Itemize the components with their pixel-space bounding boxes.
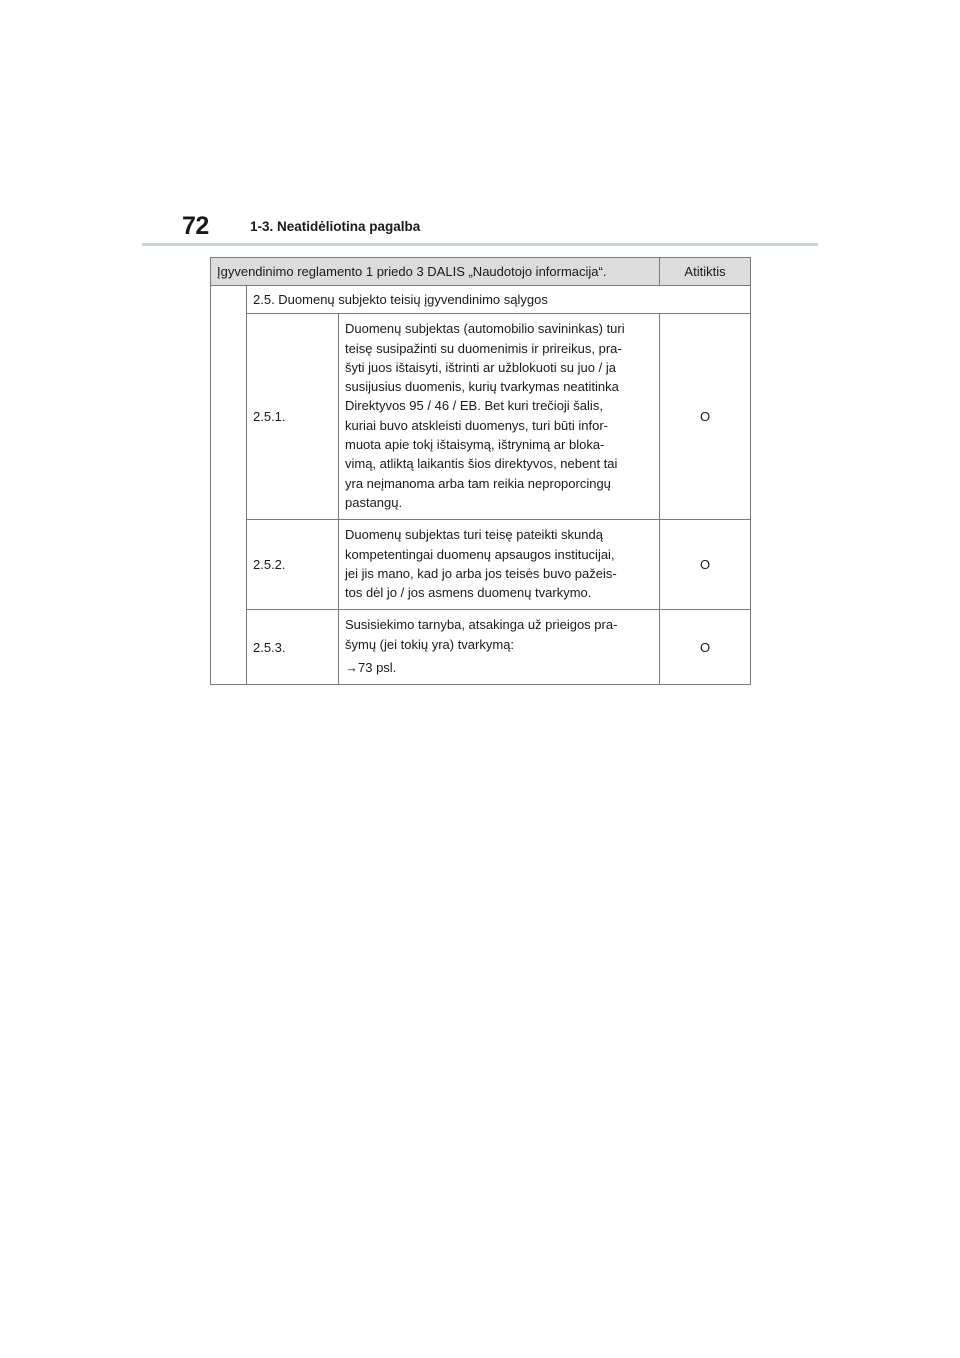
page-number: 72 <box>182 212 209 240</box>
requirement-column-header: Įgyvendinimo reglamento 1 priedo 3 DALIS „Naudotojo informacija“. <box>211 258 660 286</box>
table-row <box>211 314 751 520</box>
item-description <box>339 520 660 610</box>
compliance-mark: O <box>660 520 751 610</box>
table-header-row <box>211 258 751 286</box>
item-number: 2.5.1. <box>247 314 339 520</box>
compliance-mark: O <box>660 610 751 685</box>
compliance-mark: O <box>660 314 751 520</box>
description-line: tos dėl jo / jos asmens duomenų tvarkymo. <box>345 585 592 601</box>
item-description <box>339 610 660 685</box>
page-reference: →73 psl. <box>345 660 397 676</box>
description-line: šyti juos ištaisyti, ištrinti ar užblokuoti su juo / ja <box>345 359 616 375</box>
description-line: muota apie tokį ištaisymą, ištrynimą ar bloka- <box>345 437 605 453</box>
description-line: teisę susipažinti su duomenimis ir prireikus, pra- <box>345 340 622 356</box>
description-line: šymų (jei tokių yra) tvarkymą: <box>345 636 515 652</box>
description-line: jei jis mano, kad jo arba jos teisės buvo pažeis- <box>345 565 617 581</box>
description-line: yra neįmanoma arba tam reikia neproporcingų <box>345 475 611 491</box>
indent-cell <box>211 286 247 685</box>
description-line: pastangų. <box>345 494 403 510</box>
table-row <box>211 520 751 610</box>
item-number: 2.5.3. <box>247 610 339 685</box>
description-line: Duomenų subjektas (automobilio savininkas) turi <box>345 321 625 337</box>
description-line: susijusius duomenis, kurių tvarkymas neatitinka <box>345 379 619 395</box>
compliance-column-header: Atitiktis <box>660 258 751 286</box>
item-number: 2.5.2. <box>247 520 339 610</box>
table-row <box>211 610 751 685</box>
user-information-table <box>210 257 751 685</box>
description-line: Susisiekimo tarnyba, atsakinga už prieigos pra- <box>345 617 618 633</box>
description-line: vimą, atliktą laikantis šios direktyvos, nebent tai <box>345 456 618 472</box>
section-title: 1-3. Neatidėliotina pagalba <box>250 219 421 234</box>
subsection-title: 2.5. Duomenų subjekto teisių įgyvendinimo sąlygos <box>247 286 751 314</box>
header-divider <box>142 243 818 246</box>
table-row <box>211 286 751 314</box>
item-description <box>339 314 660 520</box>
description-line: Direktyvos 95 / 46 / EB. Bet kuri trečioji šalis, <box>345 398 603 414</box>
description-line: kompetentingai duomenų apsaugos institucijai, <box>345 546 615 562</box>
description-line: Duomenų subjektas turi teisę pateikti skundą <box>345 527 603 543</box>
description-line: kuriai buvo atskleisti duomenys, turi būti infor- <box>345 417 609 433</box>
